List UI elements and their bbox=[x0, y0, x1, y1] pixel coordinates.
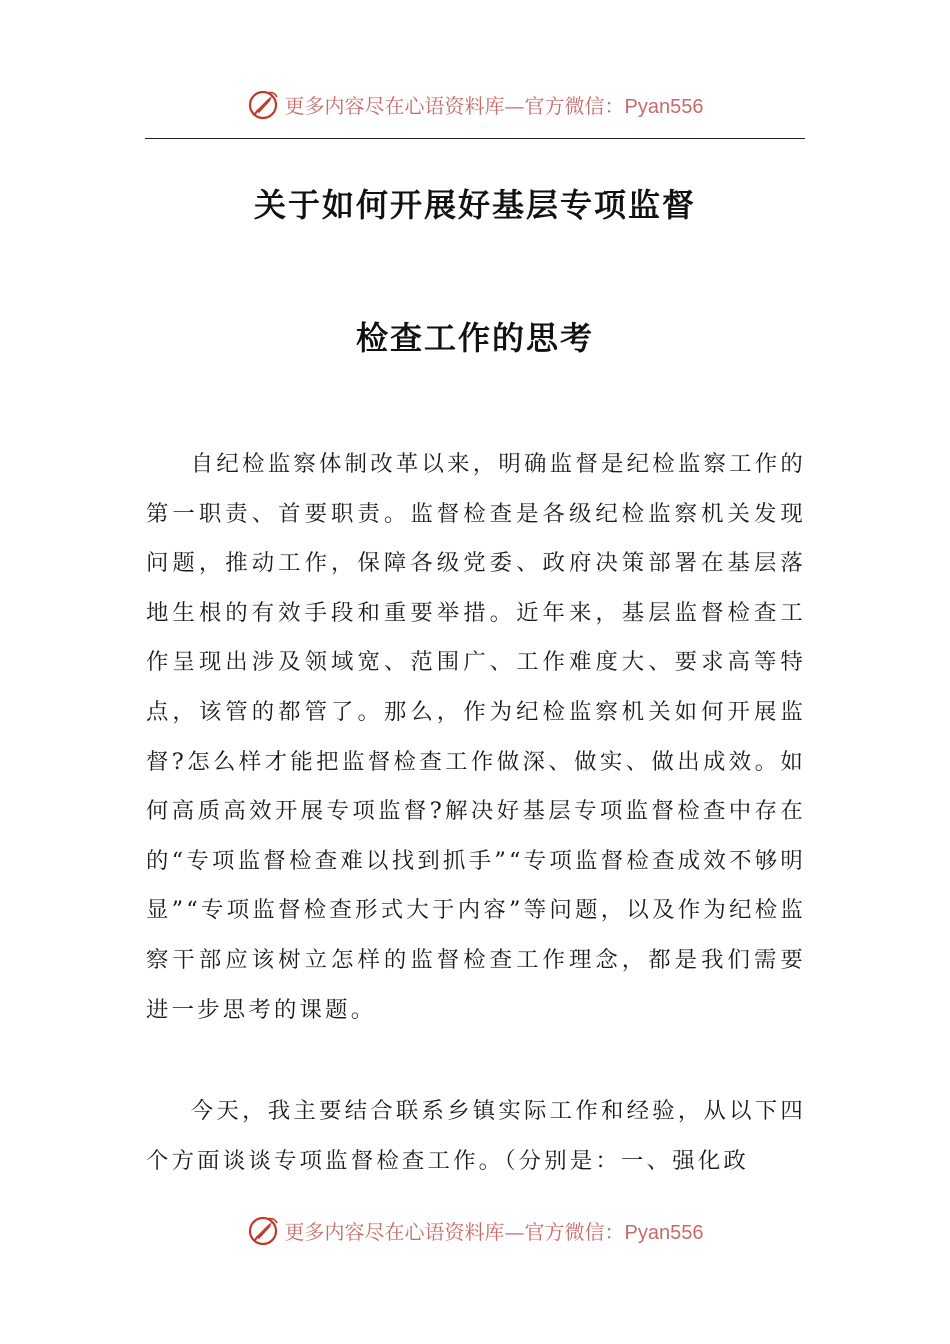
banner-text: 更多内容尽在心语资料库—官方微信：Pyan556 bbox=[284, 93, 704, 118]
wechat-id: Pyan556 bbox=[624, 1221, 704, 1244]
pen-nib-logo-icon bbox=[247, 87, 281, 121]
document-title-line-2: 检查工作的思考 bbox=[355, 319, 594, 357]
footer-banner bbox=[0, 1210, 950, 1250]
banner-text: 更多内容尽在心语资料库—官方微信：Pyan556 bbox=[284, 1219, 704, 1244]
header-banner bbox=[0, 84, 950, 124]
paragraph-2: 今天，我主要结合联系乡镇实际工作和经验，从以下四个方面谈谈专项监督检查工作。（分别是：一、强化政 bbox=[146, 1098, 806, 1174]
wechat-id: Pyan556 bbox=[624, 95, 704, 118]
document-title-line-1: 关于如何开展好基层专项监督 bbox=[253, 186, 696, 224]
paragraph-1: 自纪检监察体制改革以来，明确监督是纪检监察工作的第一职责、首要职责。监督检查是各级纪检监察机关发现问题，推动工作，保障各级党委、政府决策部署在基层落地生根的有效手段和重要举措。近年来，基层监督检查工作呈现出涉及领域宽、范围广、工作难度大、要求高等特点，该管的都管了。那么，作为纪检监察机关如何开展监督?怎么样才能把监督检查工作做深、做实、做出成效。如何高质高效开展专项监督?解决好基层专项监督检查中存在的“专项监督检查难以找到抓手”“专项监督检查成效不够明显”“专项监督检查形式大于内容”等问题，以及作为纪检监察干部应该树立怎样的监督检查工作理念，都是我们需要进一步思考的课题。 bbox=[146, 451, 806, 1023]
pen-nib-logo-icon bbox=[247, 1213, 281, 1247]
header-divider bbox=[145, 138, 805, 139]
